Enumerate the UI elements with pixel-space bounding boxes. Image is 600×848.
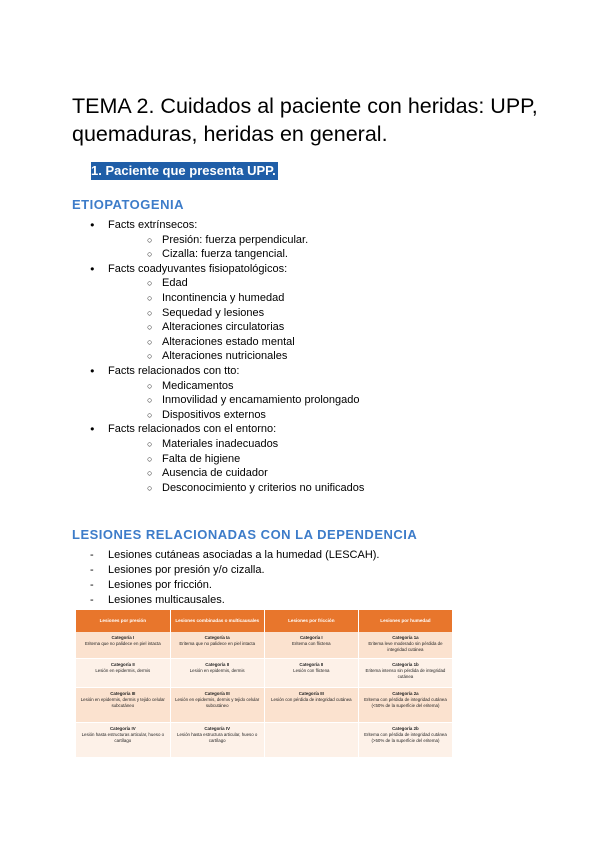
factor-item: ○ Alteraciones circulatorias xyxy=(108,320,560,335)
cell-description: Lesión en epidermis, dermis xyxy=(189,668,245,673)
cell-category: Categoría 1a xyxy=(392,635,419,640)
cell-category: Categoría III xyxy=(204,691,230,696)
etiopatogenia-list xyxy=(90,218,560,495)
lesiones-heading: LESIONES RELACIONADAS CON LA DEPENDENCIA xyxy=(72,527,418,542)
cell-category: Categoría IV xyxy=(110,726,136,731)
table-row xyxy=(76,723,453,758)
factor-item: ○ Alteraciones estado mental xyxy=(108,335,560,350)
table-cell xyxy=(264,723,358,758)
lesion-categories-table xyxy=(76,610,453,758)
table-header: Lesiones por humedad xyxy=(358,610,452,632)
table-header: Lesiones por fricción xyxy=(264,610,358,632)
factor-item: ○ Incontinencia y humedad xyxy=(108,291,560,306)
cell-description: Eritema leve moderado sin pérdida de integridad cutánea xyxy=(368,641,443,652)
lesion-type-item: - Lesiones multicausales. xyxy=(90,593,380,608)
factor-item: ○ Inmovilidad y encamamiento prolongado xyxy=(108,393,560,408)
cell-category: Categoría I xyxy=(111,635,135,640)
section-heading-text: 1. Paciente que presenta UPP. xyxy=(91,163,276,178)
table-cell xyxy=(170,723,264,758)
factor-group xyxy=(90,364,560,422)
cell-description: Eritema que no palidece en piel intacta xyxy=(84,641,161,646)
cell-category: Categoría II xyxy=(110,662,135,667)
table-cell xyxy=(264,632,358,659)
table-header: Lesiones por presión xyxy=(76,610,170,632)
factor-item: ○ Falta de higiene xyxy=(108,452,560,467)
cell-description: Lesión con pérdida de integridad cutánea xyxy=(271,697,352,702)
cell-category: Categoría III xyxy=(298,691,324,696)
factor-item: ○ Presión: fuerza perpendicular. xyxy=(108,233,560,248)
factor-group-label: Facts relacionados con tto: xyxy=(108,364,240,377)
etiopatogenia-heading: ETIOPATOGENIA xyxy=(72,197,184,212)
factor-item: ○ Alteraciones nutricionales xyxy=(108,349,560,364)
cell-category: Categoría 1b xyxy=(392,662,419,667)
cell-description: Lesión hasta estructuras articular, hueso o cartílago xyxy=(81,732,165,743)
cell-description: Eritema con pérdida de integridad cutánea (<50% de la superficie del eritema) xyxy=(364,697,447,708)
cell-description: Lesión en epidermis, dermis y tejido celular subcutáneo xyxy=(80,697,165,708)
cell-category: Categoría IV xyxy=(204,726,230,731)
table-cell xyxy=(264,659,358,688)
table-cell xyxy=(76,688,170,723)
cell-description: Lesión en epidermis, dermis y tejido celular subcutáneo xyxy=(175,697,260,708)
lesion-type-item: - Lesiones por fricción. xyxy=(90,578,380,593)
cell-category: Categoría II xyxy=(205,662,230,667)
cell-description: Eritema con flictena xyxy=(292,641,331,646)
table-cell xyxy=(76,632,170,659)
table-row xyxy=(76,688,453,723)
table-cell xyxy=(170,688,264,723)
table-cell xyxy=(76,723,170,758)
section-heading xyxy=(91,162,278,180)
lesion-type-item: - Lesiones por presión y/o cizalla. xyxy=(90,563,380,578)
table-cell xyxy=(170,632,264,659)
page-title: TEMA 2. Cuidados al paciente con heridas: UPP, quemaduras, heridas en general. xyxy=(72,94,538,146)
table-cell xyxy=(170,659,264,688)
cell-category: Categoría 2a xyxy=(392,691,419,696)
factor-group-label: Facts coadyuvantes fisiopatológicos: xyxy=(108,262,288,275)
cell-category: Categoría 2b xyxy=(392,726,419,731)
cell-description: Eritema intenso sin pérdida de integridad cutánea xyxy=(365,668,446,679)
lesion-type-item: - Lesiones cutáneas asociadas a la humedad (LESCAH). xyxy=(90,548,380,563)
cell-description: Lesión en epidermis, dermis xyxy=(95,668,151,673)
table-cell xyxy=(358,659,452,688)
table-row xyxy=(76,659,453,688)
cell-description: Eritema que no palidece en piel intacta xyxy=(179,641,256,646)
cell-category: Categoría III xyxy=(110,691,136,696)
factor-group xyxy=(90,262,560,364)
table-cell xyxy=(264,688,358,723)
factor-item: ○ Dispositivos externos xyxy=(108,408,560,423)
factor-group xyxy=(90,218,560,262)
table-cell xyxy=(358,723,452,758)
factor-item: ○ Medicamentos xyxy=(108,379,560,394)
factor-group-label: Facts extrínsecos: xyxy=(108,219,198,231)
cell-description: Eritema con pérdida de integridad cutánea (>50% de la superficie del eritema) xyxy=(364,732,447,743)
factor-item: ○ Cizalla: fuerza tangencial. xyxy=(108,247,560,262)
table-row xyxy=(76,632,453,659)
table-header-row xyxy=(76,610,453,632)
table-cell xyxy=(358,688,452,723)
cell-category: Categoría I xyxy=(299,635,323,640)
factor-item: ○ Ausencia de cuidador xyxy=(108,466,560,481)
factor-item: ○ Edad xyxy=(108,276,560,291)
table-cell xyxy=(76,659,170,688)
table-cell xyxy=(358,632,452,659)
cell-category: Categoría Ia xyxy=(204,635,230,640)
factor-item: ○ Sequedad y lesiones xyxy=(108,306,560,321)
cell-description: Lesión con flictena xyxy=(293,668,330,673)
factor-group-label: Facts relacionados con el entorno: xyxy=(108,423,277,436)
table-header: Lesiones combinadas o multicausales xyxy=(170,610,264,632)
cell-category: Categoría II xyxy=(299,662,324,667)
factor-group xyxy=(90,422,560,495)
lesiones-list xyxy=(90,548,380,608)
factor-item: ○ Materiales inadecuados xyxy=(108,437,560,452)
factor-item: ○ Desconocimiento y criterios no unificados xyxy=(108,481,560,496)
cell-description: Lesión hasta estructura articular, hueso o cartílago xyxy=(177,732,258,743)
